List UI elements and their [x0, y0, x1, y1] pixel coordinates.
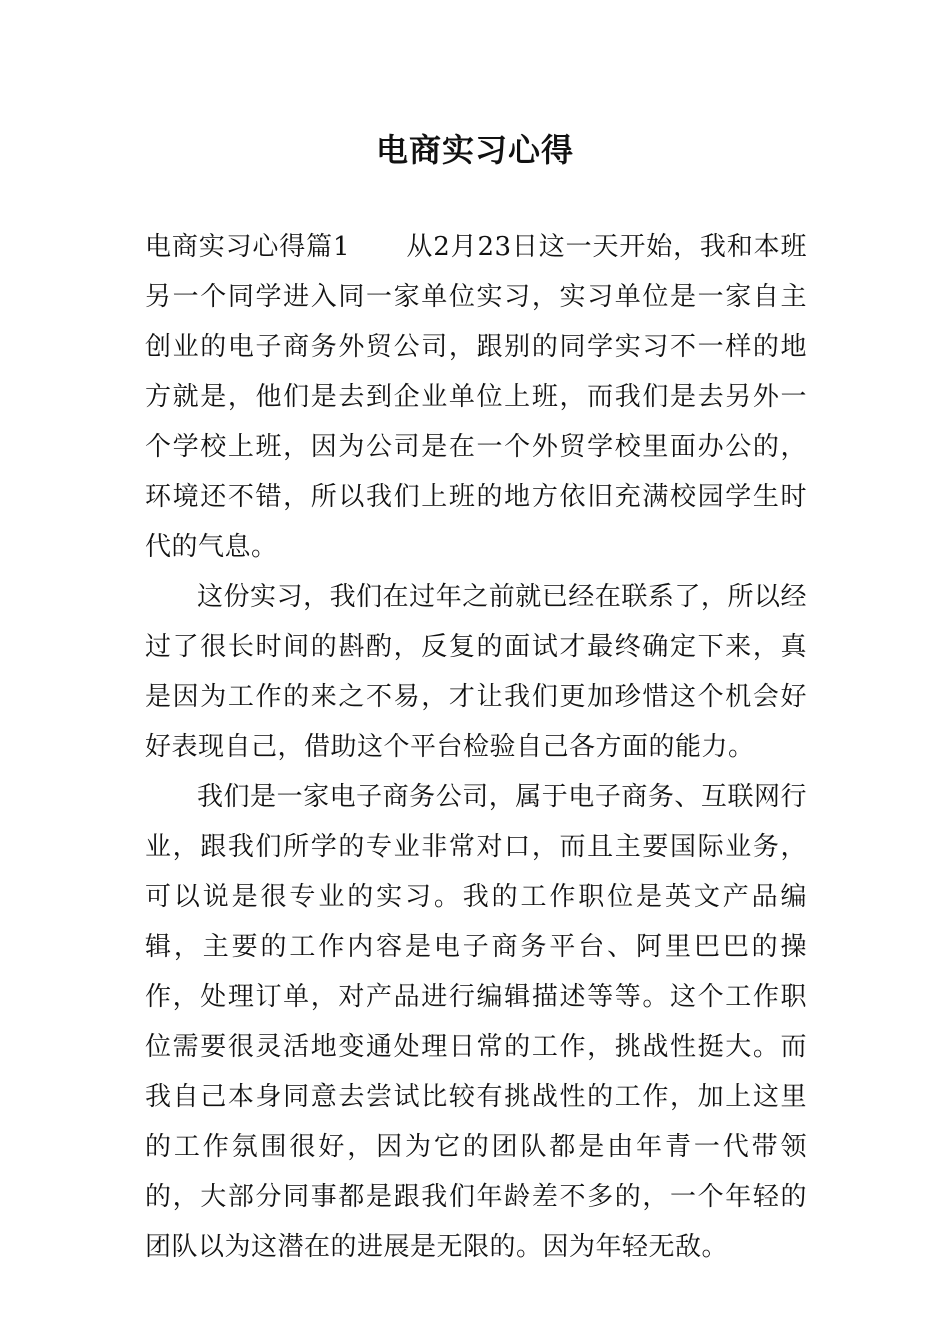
- paragraph-1-text: 从2月23日这一天开始，我和本班另一个同学进入同一家单位实习，实习单位是一家自主创业的电子商务外贸公司，跟别的同学实习不一样的地方就是，他们是去到企业单位上班，而我们是去另外一个学校上班，因为公司是在一个外贸学校里面办公的，环境还不错，所以我们上班的地方依旧充满校园学生时代的气息。: [145, 232, 807, 562]
- page-title: 电商实习心得: [375, 131, 574, 169]
- paragraph-1: [145, 222, 807, 572]
- paragraph-2: 这份实习，我们在过年之前就已经在联系了，所以经过了很长时间的斟酌，反复的面试才最终确定下来，真是因为工作的来之不易，才让我们更加珍惜这个机会好好表现自己，借助这个平台检验自己各方面的能力。: [145, 582, 807, 762]
- document-body: [145, 222, 807, 1272]
- section-label: 电商实习心得篇1: [145, 232, 351, 262]
- paragraph-3: 我们是一家电子商务公司，属于电子商务、互联网行业，跟我们所学的专业非常对口，而且主要国际业务，可以说是很专业的实习。我的工作职位是英文产品编辑，主要的工作内容是电子商务平台、阿里巴巴的操作，处理订单，对产品进行编辑描述等等。这个工作职位需要很灵活地变通处理日常的工作，挑战性挺大。而我自己本身同意去尝试比较有挑战性的工作，加上这里的工作氛围很好，因为它的团队都是由年青一代带领的，大部分同事都是跟我们年龄差不多的，一个年轻的团队以为这潜在的进展是无限的。因为年轻无敌。: [145, 782, 807, 1262]
